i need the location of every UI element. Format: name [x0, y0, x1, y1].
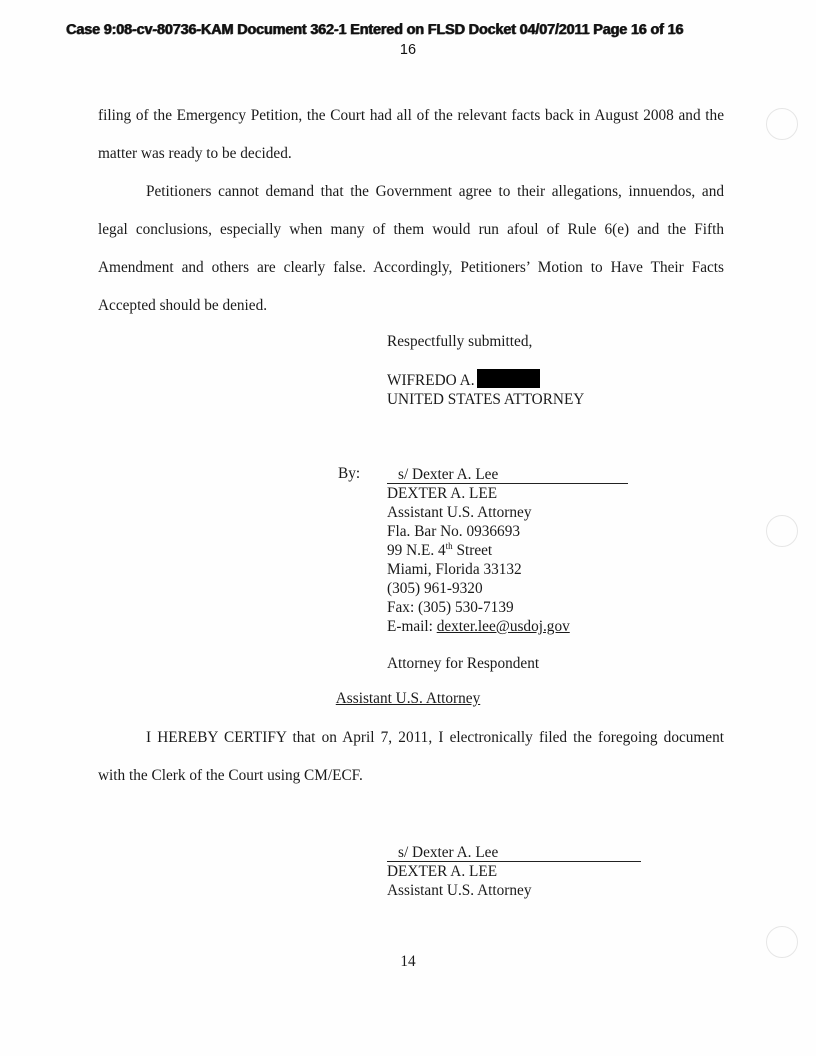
closing-line: Respectfully submitted, — [387, 333, 533, 350]
city-state-zip: Miami, Florida 33132 — [387, 561, 522, 578]
phone-number: (305) 961-9320 — [387, 580, 483, 597]
attorney-for: Attorney for Respondent — [387, 655, 540, 672]
certificate-e-signature: s/ Dexter A. Lee — [387, 844, 641, 862]
attorney-signature-block — [387, 465, 628, 636]
footer-page-number: 14 — [400, 953, 416, 970]
body-paragraph-1: filing of the Emergency Petition, the Court had all of the relevant facts back in August 2008 and the matter was ready to be decided. — [98, 107, 724, 162]
fax-number: Fax: (305) 530-7139 — [387, 599, 514, 616]
scan-hole-mark — [766, 108, 798, 140]
scan-hole-mark — [766, 515, 798, 547]
certificate-signature-block — [387, 843, 641, 900]
scan-hole-mark — [766, 926, 798, 958]
redaction-box — [477, 369, 540, 388]
email-label: E-mail: — [387, 618, 437, 635]
us-attorney-title: UNITED STATES ATTORNEY — [387, 391, 585, 408]
attorney-name: DEXTER A. LEE — [387, 485, 498, 502]
us-attorney-block — [387, 369, 584, 409]
email-link[interactable]: dexter.lee@usdoj.gov — [436, 618, 570, 635]
case-header-stamp: Case 9:08-cv-80736-KAM Document 362-1 Entered on FLSD Docket 04/07/2011 Page 16 of 16 — [66, 22, 684, 38]
us-attorney-name: WIFREDO A. — [387, 372, 475, 389]
body-paragraph-2: Petitioners cannot demand that the Government agree to their allegations, innuendos, and legal conclusions, especially when many of them would run afoul of Rule 6(e) and the Fifth Amendment and others are clearly false. Accordingly, Petitioners’ Motion to Have Their Facts Accepted should be denied. — [98, 183, 724, 314]
by-label: By: — [338, 465, 361, 482]
certificate-title-line: Assistant U.S. Attorney — [387, 882, 532, 899]
bar-number: Fla. Bar No. 0936693 — [387, 523, 520, 540]
e-signature: s/ Dexter A. Lee — [387, 466, 628, 484]
email-line — [387, 617, 628, 636]
certificate-title: Assistant U.S. Attorney — [335, 690, 481, 707]
header-page-number: 16 — [399, 42, 417, 58]
certificate-name: DEXTER A. LEE — [387, 863, 498, 880]
attorney-title: Assistant U.S. Attorney — [387, 504, 532, 521]
street-address: 99 N.E. 4th Street — [387, 541, 493, 559]
us-attorney-name-line — [387, 369, 584, 390]
certificate-text: I HEREBY CERTIFY that on April 7, 2011, I electronically filed the foregoing document with the Clerk of the Court using CM/ECF. — [98, 729, 724, 784]
